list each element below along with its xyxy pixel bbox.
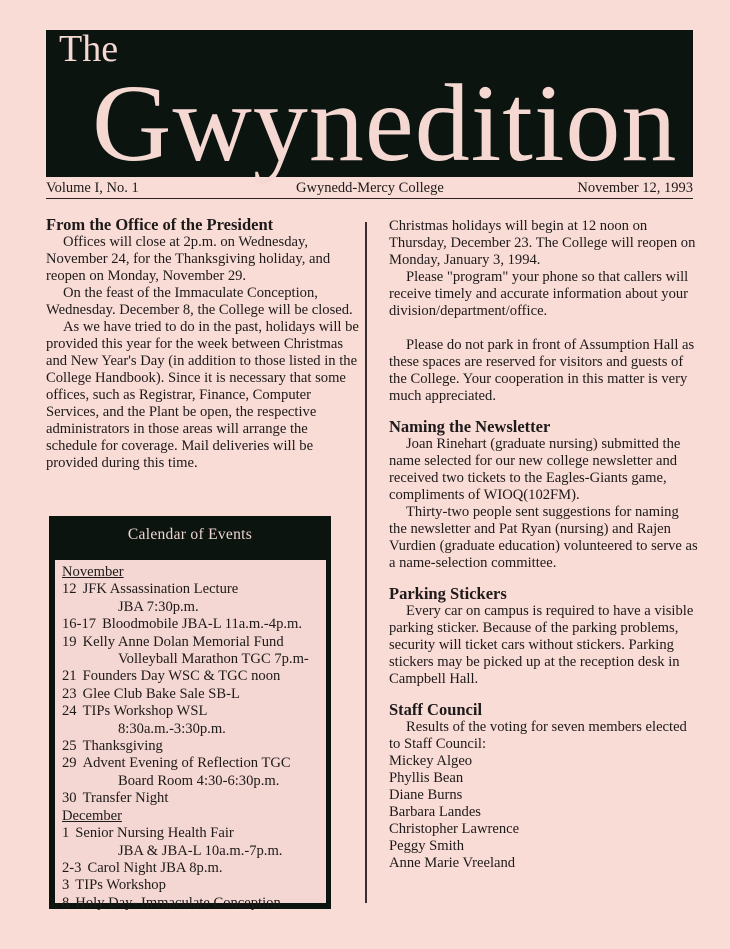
calendar-month: November [62, 564, 124, 580]
calendar-of-events [49, 516, 331, 909]
calendar-title: Calendar of Events [127, 526, 253, 543]
masthead [46, 28, 693, 184]
member-name: Mickey Algeo [389, 753, 473, 769]
president-paragraph-continued: Please "program" your phone so that callers will receive timely and accurate information about your division/department/office. [389, 269, 689, 319]
calendar-event: 16-17 Bloodmobile JBA-L 11a.m.-4p.m. [62, 616, 303, 633]
masthead-the: The [59, 28, 119, 70]
assumption-hall-parking-notice: Please do not park in front of Assumption Hall as these spaces are reserved for visitors and guests of the College. Your cooperation in this matter is very much appreciated. [389, 337, 695, 404]
dateline [46, 178, 693, 199]
calendar-event: 3 TIPs Workshop [62, 877, 166, 894]
calendar-event: 25 Thanksgiving [62, 738, 163, 755]
staff-council-heading: Staff Council [389, 700, 483, 719]
left-column [46, 215, 361, 472]
staff-council-intro: Results of the voting for seven members elected to Staff Council: [389, 719, 687, 752]
member-name: Christopher Lawrence [389, 821, 520, 837]
naming-paragraph: Joan Rinehart (graduate nursing) submitted the name selected for our new college newsletter and received two tickets to the Eagles-Giants game, compliments of WIOQ(102FM). [389, 436, 681, 503]
president-paragraph-continued: Christmas holidays will begin at 12 noon on Thursday, December 23. The College will reopen on Monday, January 3, 1994. [389, 218, 696, 268]
college-name: Gwynedd-Mercy College [296, 180, 444, 196]
member-name: Anne Marie Vreeland [389, 855, 516, 871]
calendar-event: 29 Advent Evening of Reflection TGC [62, 755, 291, 772]
calendar-event: 1 Senior Nursing Health Fair [62, 825, 234, 842]
president-paragraph: On the feast of the Immaculate Conception, Wednesday. December 8, the College will be closed. [46, 285, 353, 318]
calendar-event-detail: Board Room 4:30-6:30p.m. [118, 772, 280, 789]
president-paragraph: As we have tried to do in the past, holidays will be provided this year for the week between Christmas and New Year's Day (in addition to those listed in the College Handbook). Since it is necessary that some offices, such as Registrar, Finance, Computer Services, and the Plant be open, the respective administrators in those areas will arrange the schedule for coverage. Mail deliveries will be provided during this time. [46, 319, 359, 471]
calendar-event-detail: 8:30a.m.-3:30p.m. [118, 720, 226, 737]
member-name: Phyllis Bean [389, 770, 464, 786]
calendar-event: 19 Kelly Anne Dolan Memorial Fund [62, 633, 284, 650]
calendar-event: 24 TIPs Workshop WSL [62, 703, 208, 720]
newsletter-title: Gwynedition [92, 62, 678, 184]
column-divider [365, 222, 367, 903]
parking-paragraph: Every car on campus is required to have a visible parking sticker. Because of the parking problems, security will ticket cars without stickers. Parking stickers may be picked up at the reception desk in Campbell Hall. [389, 603, 694, 687]
calendar-event: 23 Glee Club Bake Sale SB-L [62, 685, 240, 702]
calendar-event-detail: JBA 7:30p.m. [118, 598, 199, 615]
calendar-event: 2-3 Carol Night JBA 8p.m. [62, 859, 223, 876]
calendar-event-detail: JBA & JBA-L 10a.m.-7p.m. [118, 842, 283, 859]
calendar-event: 12 JFK Assassination Lecture [62, 581, 239, 598]
president-heading: From the Office of the President [46, 215, 274, 234]
right-column [389, 218, 699, 872]
parking-heading: Parking Stickers [389, 584, 507, 603]
president-paragraph: Offices will close at 2p.m. on Wednesday, November 24, for the Thanksgiving holiday, and reopen on Monday, November 29. [46, 234, 331, 284]
calendar-event-detail: Volleyball Marathon TGC 7p.m- [118, 651, 309, 668]
staff-council-members [389, 753, 699, 872]
member-name: Barbara Landes [389, 804, 481, 820]
naming-paragraph: Thirty-two people sent suggestions for naming the newsletter and Pat Ryan (nursing) and Rajen Vurdien (graduate education) volunteered to serve as a name-selection committee. [389, 504, 698, 571]
calendar-event: 30 Transfer Night [62, 790, 169, 807]
issue-date: November 12, 1993 [577, 180, 693, 196]
calendar-month: December [62, 807, 122, 824]
calendar-event: 8 Holy Day- Immaculate Conception [62, 894, 281, 911]
calendar-body [55, 560, 326, 911]
naming-heading: Naming the Newsletter [389, 417, 551, 436]
member-name: Diane Burns [389, 787, 463, 803]
volume-number: Volume I, No. 1 [46, 180, 139, 196]
member-name: Peggy Smith [389, 838, 465, 854]
calendar-event: 21 Founders Day WSC & TGC noon [62, 668, 281, 685]
